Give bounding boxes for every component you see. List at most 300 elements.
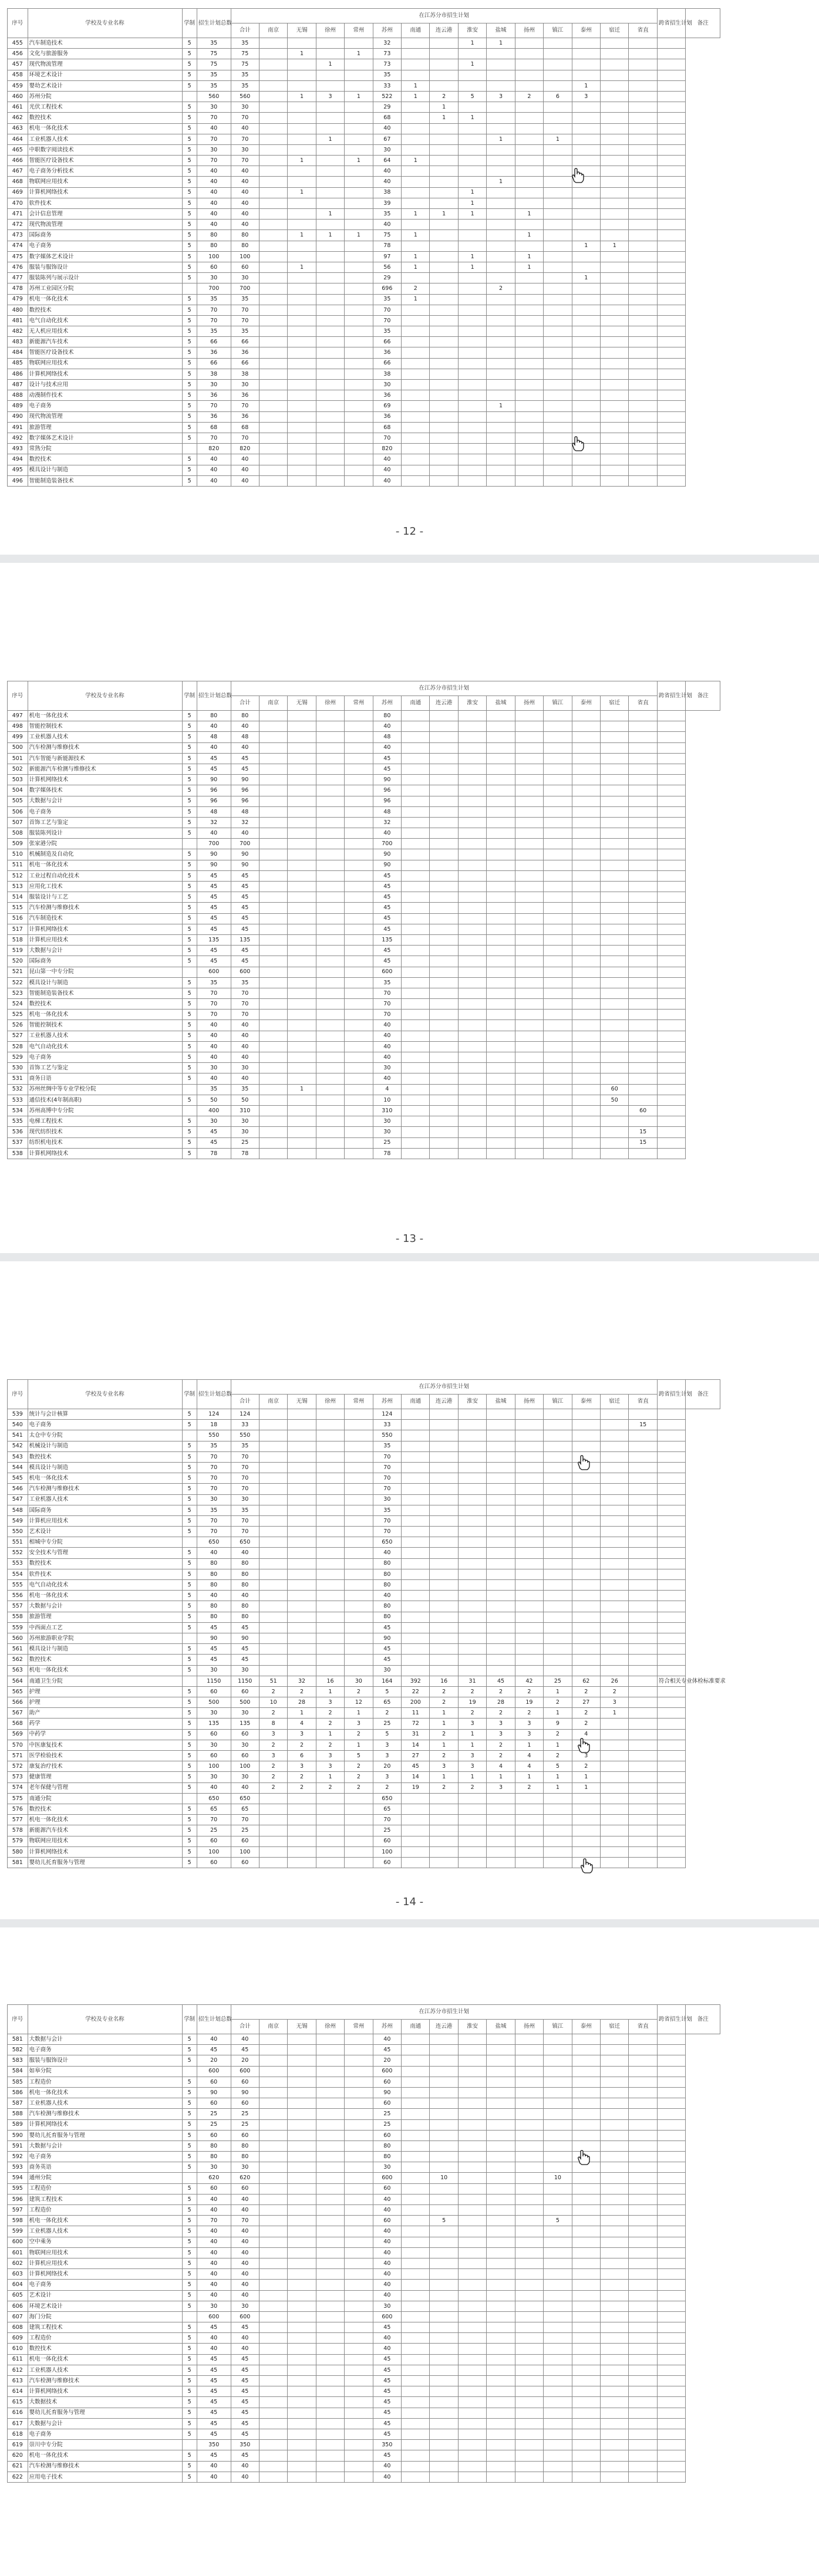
table-row bbox=[8, 1804, 812, 1814]
cell-value: 5 bbox=[182, 1420, 197, 1430]
cell-value bbox=[487, 2386, 515, 2397]
table-row bbox=[8, 2087, 812, 2098]
cell-value bbox=[288, 1857, 316, 1868]
cell-seq: 489 bbox=[8, 401, 28, 411]
cell-value: 40 bbox=[197, 177, 231, 187]
cell-value bbox=[288, 2461, 316, 2472]
cell-value bbox=[402, 59, 430, 70]
cell-value bbox=[345, 433, 373, 443]
cell-value: 45 bbox=[373, 2376, 401, 2386]
cell-value bbox=[487, 347, 515, 358]
cell-value: 5 bbox=[182, 2109, 197, 2119]
cell-value bbox=[288, 1655, 316, 1665]
cell-value: 45 bbox=[231, 870, 259, 881]
cell-seq: 498 bbox=[8, 721, 28, 732]
cell-value bbox=[515, 2162, 543, 2173]
cell-value bbox=[316, 144, 344, 155]
cell-value bbox=[316, 198, 344, 208]
cell-value bbox=[572, 187, 600, 198]
cell-value: 36 bbox=[231, 411, 259, 422]
cell-value bbox=[458, 2301, 486, 2311]
column-header-major: 学校及专业名称 bbox=[28, 2005, 182, 2034]
cell-remark bbox=[657, 2109, 685, 2119]
cell-value bbox=[487, 817, 515, 828]
cell-value: 1 bbox=[458, 38, 486, 49]
cell-value: 25 bbox=[231, 1825, 259, 1836]
cell-value bbox=[402, 999, 430, 1010]
cell-remark bbox=[657, 828, 685, 839]
cell-value bbox=[544, 38, 572, 49]
cell-value bbox=[458, 742, 486, 753]
table-row bbox=[8, 454, 812, 465]
cell-value: 3 bbox=[259, 1751, 287, 1761]
cell-value: 40 bbox=[373, 2344, 401, 2354]
cell-value: 45 bbox=[231, 2045, 259, 2055]
cell-value bbox=[458, 1548, 486, 1558]
cell-value: 45 bbox=[373, 1622, 401, 1633]
cell-value bbox=[259, 2109, 287, 2119]
table-row bbox=[8, 1494, 812, 1505]
cell-seq: 455 bbox=[8, 38, 28, 49]
cell-value bbox=[402, 946, 430, 956]
cell-value bbox=[182, 2311, 197, 2322]
cell-value bbox=[259, 433, 287, 443]
cell-value bbox=[316, 2045, 344, 2055]
cell-value: 5 bbox=[182, 1031, 197, 1041]
cell-value bbox=[259, 70, 287, 80]
cell-value bbox=[515, 2280, 543, 2290]
cell-value: 40 bbox=[373, 721, 401, 732]
cell-value: 70 bbox=[231, 305, 259, 315]
cell-value: 40 bbox=[231, 721, 259, 732]
cell-value bbox=[601, 433, 629, 443]
cell-value bbox=[259, 946, 287, 956]
table-row bbox=[8, 1137, 812, 1148]
cell-value bbox=[430, 721, 458, 732]
cell-remark bbox=[657, 785, 685, 796]
cell-seq: 595 bbox=[8, 2183, 28, 2194]
cell-value bbox=[402, 913, 430, 924]
cell-value bbox=[544, 2205, 572, 2216]
cell-value: 45 bbox=[197, 1137, 231, 1148]
cell-seq: 604 bbox=[8, 2280, 28, 2290]
cell-value bbox=[288, 956, 316, 967]
cell-value bbox=[601, 273, 629, 283]
cell-value bbox=[430, 1441, 458, 1451]
cell-remark bbox=[657, 2119, 685, 2130]
cell-value bbox=[316, 796, 344, 806]
cell-value bbox=[629, 380, 657, 390]
cell-value bbox=[458, 2333, 486, 2344]
cell-value bbox=[430, 401, 458, 411]
cell-major: 汽车检测与维修技术 bbox=[28, 2461, 182, 2472]
column-header-plan-total: 招生计划总数 bbox=[197, 681, 231, 711]
cell-value bbox=[544, 785, 572, 796]
cell-value: 2 bbox=[572, 1708, 600, 1719]
cell-value bbox=[288, 828, 316, 839]
cell-value bbox=[288, 475, 316, 486]
cell-value bbox=[601, 2152, 629, 2162]
cell-value: 3 bbox=[345, 1719, 373, 1729]
cell-value bbox=[515, 2376, 543, 2386]
cell-value bbox=[259, 2269, 287, 2280]
cell-value: 40 bbox=[373, 177, 401, 187]
cell-value: 3 bbox=[515, 1719, 543, 1729]
cell-value bbox=[572, 806, 600, 817]
cell-value: 5 bbox=[182, 1441, 197, 1451]
cell-value bbox=[601, 422, 629, 433]
cell-value: 65 bbox=[197, 1804, 231, 1814]
cell-value: 1 bbox=[288, 262, 316, 272]
cell-value bbox=[515, 294, 543, 305]
cell-value: 3 bbox=[458, 1719, 486, 1729]
cell-value bbox=[458, 988, 486, 998]
cell-seq: 531 bbox=[8, 1073, 28, 1084]
cell-seq: 523 bbox=[8, 988, 28, 998]
cell-value bbox=[430, 882, 458, 892]
cell-value bbox=[288, 1473, 316, 1484]
cell-value: 45 bbox=[231, 753, 259, 764]
cell-major: 机电一体化技术 bbox=[28, 1591, 182, 1601]
cell-value: 19 bbox=[458, 1697, 486, 1708]
cell-value bbox=[259, 806, 287, 817]
cell-value bbox=[402, 1116, 430, 1127]
cell-value bbox=[316, 1569, 344, 1579]
table-row bbox=[8, 91, 812, 102]
cell-value bbox=[601, 1473, 629, 1484]
cell-value bbox=[601, 1548, 629, 1558]
cell-value: 5 bbox=[182, 123, 197, 134]
cell-value bbox=[572, 2397, 600, 2408]
cell-value: 5 bbox=[182, 2194, 197, 2204]
cell-value bbox=[458, 2311, 486, 2322]
cell-value bbox=[572, 2119, 600, 2130]
cell-value: 30 bbox=[345, 1676, 373, 1686]
cell-value bbox=[288, 2162, 316, 2173]
cell-value bbox=[316, 241, 344, 251]
cell-value bbox=[487, 380, 515, 390]
cell-value: 45 bbox=[231, 2397, 259, 2408]
cell-value: 5 bbox=[182, 2280, 197, 2290]
cell-value bbox=[629, 870, 657, 881]
cell-value bbox=[515, 946, 543, 956]
cell-value: 30 bbox=[373, 380, 401, 390]
cell-major: 昆山第一中专分院 bbox=[28, 967, 182, 977]
table-row bbox=[8, 732, 812, 742]
cell-value bbox=[402, 2461, 430, 2472]
cell-value bbox=[316, 882, 344, 892]
cell-value bbox=[515, 1633, 543, 1643]
cell-value: 60 bbox=[231, 1686, 259, 1697]
cell-value bbox=[572, 380, 600, 390]
cell-value: 5 bbox=[182, 742, 197, 753]
cell-major: 海门分院 bbox=[28, 2311, 182, 2322]
cell-value: 90 bbox=[373, 2087, 401, 2098]
cell-value bbox=[345, 796, 373, 806]
cell-seq: 499 bbox=[8, 732, 28, 742]
cell-value bbox=[515, 839, 543, 849]
cell-value: 42 bbox=[515, 1676, 543, 1686]
cell-value: 5 bbox=[182, 2397, 197, 2408]
cell-seq: 496 bbox=[8, 475, 28, 486]
column-header-city: 扬州 bbox=[515, 2020, 543, 2034]
column-header-city: 扬州 bbox=[515, 23, 543, 38]
table-row bbox=[8, 2397, 812, 2408]
cell-value bbox=[288, 113, 316, 123]
cell-major: 建筑工程技术 bbox=[28, 2194, 182, 2204]
cell-remark bbox=[657, 2130, 685, 2141]
cell-value bbox=[345, 839, 373, 849]
cell-value bbox=[572, 742, 600, 753]
cell-value bbox=[515, 1462, 543, 1473]
cell-value bbox=[487, 742, 515, 753]
cell-value bbox=[288, 999, 316, 1010]
cell-value: 40 bbox=[373, 2472, 401, 2482]
cell-value: 3 bbox=[316, 1697, 344, 1708]
cell-value: 3 bbox=[487, 1782, 515, 1793]
cell-value bbox=[572, 2087, 600, 2098]
cell-value bbox=[259, 38, 287, 49]
cell-value bbox=[515, 2194, 543, 2204]
cell-value bbox=[430, 2450, 458, 2461]
cell-value bbox=[515, 828, 543, 839]
cell-value bbox=[572, 2472, 600, 2482]
cell-value: 2 bbox=[544, 1729, 572, 1740]
cell-value bbox=[601, 1782, 629, 1793]
column-header-major: 学校及专业名称 bbox=[28, 9, 182, 38]
cell-value bbox=[601, 1409, 629, 1420]
cell-remark bbox=[657, 1420, 685, 1430]
cell-remark bbox=[657, 2408, 685, 2418]
cell-value bbox=[601, 1430, 629, 1441]
table-row bbox=[8, 1084, 812, 1095]
cell-seq: 602 bbox=[8, 2258, 28, 2268]
cell-value bbox=[544, 1857, 572, 1868]
cell-value bbox=[458, 1825, 486, 1836]
cell-value bbox=[316, 721, 344, 732]
cell-value bbox=[288, 444, 316, 454]
cell-value bbox=[259, 273, 287, 283]
cell-value: 1 bbox=[402, 262, 430, 272]
cell-value: 30 bbox=[197, 1708, 231, 1719]
cell-value bbox=[515, 2226, 543, 2237]
cell-value bbox=[487, 1494, 515, 1505]
cell-value bbox=[572, 1041, 600, 1052]
cell-value bbox=[316, 1793, 344, 1804]
cell-value: 45 bbox=[373, 2429, 401, 2439]
cell-value bbox=[515, 1041, 543, 1052]
cell-value bbox=[402, 2205, 430, 2216]
cell-value: 5 bbox=[182, 796, 197, 806]
cell-value bbox=[458, 1515, 486, 1526]
cell-value bbox=[544, 775, 572, 785]
cell-value bbox=[430, 2194, 458, 2204]
table-row bbox=[8, 1558, 812, 1569]
column-header-city: 合计 bbox=[231, 1395, 259, 1409]
cell-seq: 562 bbox=[8, 1655, 28, 1665]
cell-value bbox=[487, 2237, 515, 2247]
cell-value bbox=[430, 924, 458, 934]
cell-remark bbox=[657, 80, 685, 91]
cell-value: 80 bbox=[231, 711, 259, 721]
cell-major: 工程造价 bbox=[28, 2183, 182, 2194]
cell-value: 40 bbox=[197, 2269, 231, 2280]
cell-value: 80 bbox=[373, 1558, 401, 1569]
cell-value: 35 bbox=[231, 1505, 259, 1515]
cell-value bbox=[458, 1441, 486, 1451]
cell-value bbox=[601, 1148, 629, 1159]
cell-value bbox=[572, 315, 600, 326]
cell-value: 35 bbox=[197, 977, 231, 988]
cell-value bbox=[402, 2333, 430, 2344]
cell-value: 45 bbox=[373, 870, 401, 881]
cell-value: 2 bbox=[373, 1782, 401, 1793]
cell-value: 1 bbox=[515, 262, 543, 272]
cell-value bbox=[572, 1105, 600, 1116]
cell-value bbox=[259, 1041, 287, 1052]
table-row bbox=[8, 1729, 812, 1740]
cell-value: 5 bbox=[182, 1073, 197, 1084]
cell-value bbox=[601, 1020, 629, 1031]
table-row bbox=[8, 113, 812, 123]
cell-value bbox=[259, 764, 287, 774]
cell-value: 100 bbox=[231, 1761, 259, 1772]
cell-value: 40 bbox=[373, 828, 401, 839]
cell-value bbox=[402, 1857, 430, 1868]
cell-value bbox=[572, 454, 600, 465]
cell-remark bbox=[657, 1857, 685, 1868]
cell-value bbox=[402, 1804, 430, 1814]
cell-value: 40 bbox=[197, 1031, 231, 1041]
cell-value bbox=[288, 839, 316, 849]
cell-value bbox=[345, 1591, 373, 1601]
cell-value: 2 bbox=[316, 1708, 344, 1719]
cell-value: 5 bbox=[182, 1846, 197, 1857]
cell-value bbox=[458, 177, 486, 187]
hand-cursor-icon bbox=[569, 167, 585, 184]
cell-value: 2 bbox=[373, 1708, 401, 1719]
cell-value bbox=[345, 999, 373, 1010]
cell-value bbox=[402, 1793, 430, 1804]
cell-value bbox=[316, 1825, 344, 1836]
cell-value bbox=[487, 1041, 515, 1052]
cell-remark bbox=[657, 1537, 685, 1548]
cell-value bbox=[345, 2237, 373, 2247]
cell-value: 135 bbox=[197, 934, 231, 945]
cell-value bbox=[515, 2408, 543, 2418]
cell-value bbox=[288, 2408, 316, 2418]
table-row bbox=[8, 134, 812, 144]
cell-value bbox=[601, 924, 629, 934]
cell-value bbox=[316, 742, 344, 753]
cell-value bbox=[572, 220, 600, 230]
cell-major: 工业机器人技术 bbox=[28, 1494, 182, 1505]
cell-value bbox=[601, 1569, 629, 1579]
cell-value: 5 bbox=[182, 380, 197, 390]
cell-value bbox=[345, 2386, 373, 2397]
cell-value bbox=[601, 1846, 629, 1857]
cell-value: 5 bbox=[182, 1484, 197, 1494]
cell-value: 70 bbox=[231, 433, 259, 443]
hand-cursor-icon bbox=[578, 1858, 594, 1874]
cell-value bbox=[430, 1633, 458, 1643]
cell-value: 70 bbox=[373, 1462, 401, 1473]
cell-remark bbox=[657, 369, 685, 379]
cell-value bbox=[458, 1052, 486, 1063]
cell-value bbox=[629, 934, 657, 945]
cell-value bbox=[288, 2258, 316, 2268]
cell-value bbox=[430, 1825, 458, 1836]
cell-value bbox=[288, 2205, 316, 2216]
cell-value bbox=[572, 956, 600, 967]
cell-value: 65 bbox=[373, 1804, 401, 1814]
cell-remark bbox=[657, 711, 685, 721]
cell-seq: 563 bbox=[8, 1665, 28, 1676]
column-header-city: 省直 bbox=[629, 1395, 657, 1409]
cell-value bbox=[601, 2034, 629, 2045]
cell-major: 数控技术 bbox=[28, 305, 182, 315]
cell-value bbox=[572, 2205, 600, 2216]
column-header-city: 南通 bbox=[402, 2020, 430, 2034]
cell-value bbox=[402, 2429, 430, 2439]
cell-value bbox=[487, 2141, 515, 2151]
cell-value bbox=[572, 1644, 600, 1655]
cell-remark bbox=[657, 198, 685, 208]
cell-value bbox=[572, 1505, 600, 1515]
cell-major: 环境艺术设计 bbox=[28, 70, 182, 80]
cell-seq: 569 bbox=[8, 1729, 28, 1740]
cell-seq: 610 bbox=[8, 2344, 28, 2354]
table-row bbox=[8, 326, 812, 337]
cell-value: 5 bbox=[182, 870, 197, 881]
cell-value bbox=[515, 1073, 543, 1084]
cell-value bbox=[345, 347, 373, 358]
cell-value bbox=[629, 2418, 657, 2429]
cell-value bbox=[458, 2376, 486, 2386]
cell-value bbox=[629, 1041, 657, 1052]
cell-value bbox=[316, 988, 344, 998]
cell-value bbox=[345, 1537, 373, 1548]
cell-value: 45 bbox=[231, 892, 259, 903]
cell-value: 5 bbox=[182, 113, 197, 123]
cell-value bbox=[259, 1515, 287, 1526]
cell-value: 3 bbox=[458, 1761, 486, 1772]
cell-value bbox=[572, 123, 600, 134]
cell-major: 汽车智能与新能源技术 bbox=[28, 753, 182, 764]
cell-value bbox=[601, 144, 629, 155]
cell-seq: 518 bbox=[8, 934, 28, 945]
cell-major: 电气自动化技术 bbox=[28, 1580, 182, 1591]
cell-value bbox=[402, 806, 430, 817]
cell-value: 30 bbox=[231, 2162, 259, 2173]
cell-value: 40 bbox=[231, 2034, 259, 2045]
cell-value bbox=[288, 273, 316, 283]
cell-major: 大数据与会计 bbox=[28, 946, 182, 956]
cell-value bbox=[544, 1041, 572, 1052]
cell-value bbox=[288, 2386, 316, 2397]
cell-seq: 586 bbox=[8, 2087, 28, 2098]
cell-value bbox=[515, 934, 543, 945]
cell-value bbox=[572, 1633, 600, 1643]
cell-value: 66 bbox=[197, 337, 231, 347]
cell-value bbox=[629, 817, 657, 828]
cell-value bbox=[601, 967, 629, 977]
cell-remark bbox=[657, 2418, 685, 2429]
cell-value: 80 bbox=[197, 2141, 231, 2151]
cell-value bbox=[288, 102, 316, 113]
cell-value: 96 bbox=[373, 785, 401, 796]
cell-remark bbox=[657, 1515, 685, 1526]
